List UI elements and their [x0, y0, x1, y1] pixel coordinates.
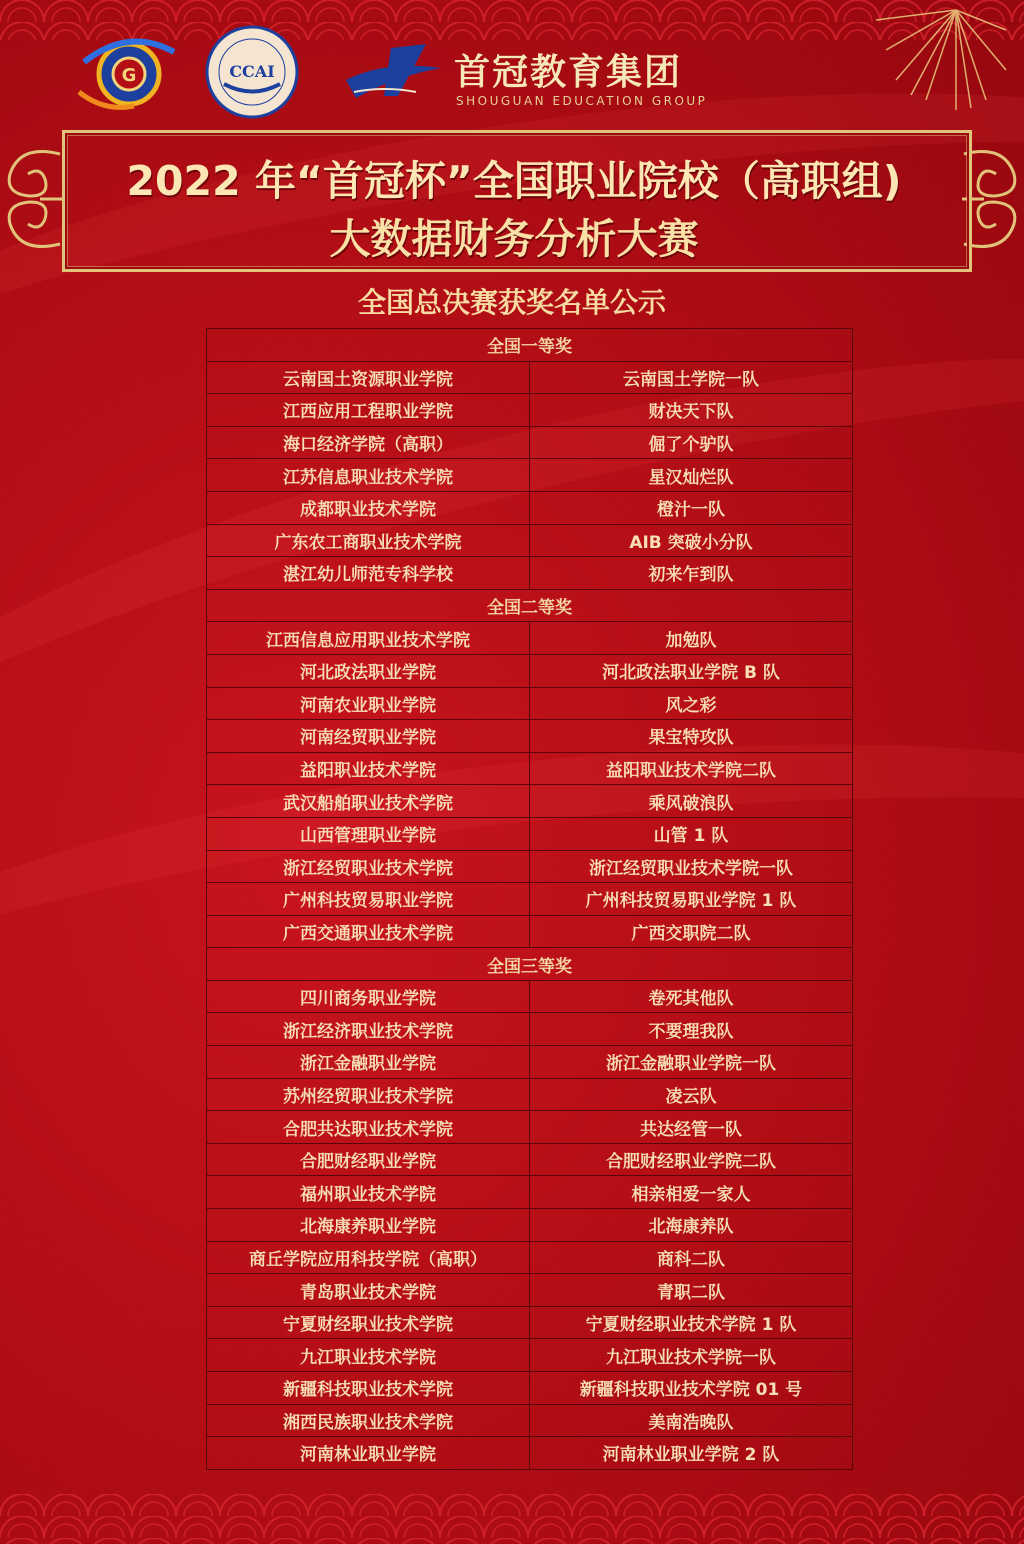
team-cell: 广州科技贸易职业学院 1 队 — [530, 883, 853, 916]
table-row — [207, 1111, 853, 1144]
team-cell: 河南林业职业学院 2 队 — [530, 1437, 853, 1470]
school-cell: 益阳职业技术学院 — [207, 752, 530, 785]
section-label: 全国三等奖 — [207, 948, 853, 981]
school-cell: 商丘学院应用科技学院（高职） — [207, 1241, 530, 1274]
team-cell: 初来乍到队 — [530, 557, 853, 590]
team-cell: 浙江经贸职业技术学院一队 — [530, 850, 853, 883]
school-cell: 湛江幼儿师范专科学校 — [207, 557, 530, 590]
table-row — [207, 426, 853, 459]
table-row — [207, 850, 853, 883]
team-cell: 浙江金融职业学院一队 — [530, 1046, 853, 1079]
table-row — [207, 1176, 853, 1209]
team-cell: 合肥财经职业学院二队 — [530, 1143, 853, 1176]
school-cell: 山西管理职业学院 — [207, 817, 530, 850]
table-row — [207, 524, 853, 557]
table-row — [207, 687, 853, 720]
ccai-logo-icon — [204, 24, 300, 120]
logo-bar — [74, 24, 724, 120]
school-cell: 河北政法职业学院 — [207, 654, 530, 687]
team-cell: 财决天下队 — [530, 394, 853, 427]
team-cell: 不要理我队 — [530, 1013, 853, 1046]
table-row — [207, 720, 853, 753]
school-cell: 成都职业技术学院 — [207, 491, 530, 524]
svg-text:CCAI: CCAI — [229, 62, 275, 81]
school-cell: 九江职业技术学院 — [207, 1339, 530, 1372]
school-cell: 苏州经贸职业技术学院 — [207, 1078, 530, 1111]
table-row — [207, 394, 853, 427]
page-title-line2: 大数据财务分析大赛 — [329, 215, 699, 263]
awards-table — [206, 328, 853, 1470]
table-row — [207, 817, 853, 850]
team-cell: 云南国土学院一队 — [530, 361, 853, 394]
section-header-row — [207, 948, 853, 981]
team-cell: 河北政法职业学院 B 队 — [530, 654, 853, 687]
school-cell: 合肥财经职业学院 — [207, 1143, 530, 1176]
school-cell: 浙江金融职业学院 — [207, 1046, 530, 1079]
school-cell: 湘西民族职业技术学院 — [207, 1404, 530, 1437]
team-cell: 美南浩晚队 — [530, 1404, 853, 1437]
table-row — [207, 1339, 853, 1372]
school-cell: 河南经贸职业学院 — [207, 720, 530, 753]
team-cell: 卷死其他队 — [530, 980, 853, 1013]
school-cell: 宁夏财经职业技术学院 — [207, 1306, 530, 1339]
table-row — [207, 622, 853, 655]
team-cell: 新疆科技职业技术学院 01 号 — [530, 1372, 853, 1405]
table-row — [207, 1437, 853, 1470]
team-cell: 凌云队 — [530, 1078, 853, 1111]
section-header-row — [207, 589, 853, 622]
section-label: 全国二等奖 — [207, 589, 853, 622]
school-cell: 广西交通职业技术学院 — [207, 915, 530, 948]
table-row — [207, 1209, 853, 1242]
team-cell: 青职二队 — [530, 1274, 853, 1307]
school-cell: 北海康养职业学院 — [207, 1209, 530, 1242]
table-row — [207, 361, 853, 394]
table-row — [207, 654, 853, 687]
team-cell: 山管 1 队 — [530, 817, 853, 850]
school-cell: 江西应用工程职业学院 — [207, 394, 530, 427]
table-row — [207, 752, 853, 785]
team-cell: 宁夏财经职业技术学院 1 队 — [530, 1306, 853, 1339]
table-row — [207, 1372, 853, 1405]
table-row — [207, 1143, 853, 1176]
table-row — [207, 1078, 853, 1111]
team-cell: AIB 突破小分队 — [530, 524, 853, 557]
team-cell: 果宝特攻队 — [530, 720, 853, 753]
table-row — [207, 557, 853, 590]
shouguan-logo-icon — [336, 40, 446, 106]
school-cell: 福州职业技术学院 — [207, 1176, 530, 1209]
school-cell: 浙江经济职业技术学院 — [207, 1013, 530, 1046]
school-cell: 海口经济学院（高职） — [207, 426, 530, 459]
school-cell: 江苏信息职业技术学院 — [207, 459, 530, 492]
team-cell: 九江职业技术学院一队 — [530, 1339, 853, 1372]
table-row — [207, 459, 853, 492]
page-subtitle: 全国总决赛获奖名单公示 — [357, 286, 666, 319]
table-row — [207, 1013, 853, 1046]
team-cell: 北海康养队 — [530, 1209, 853, 1242]
section-label: 全国一等奖 — [207, 329, 853, 362]
table-row — [207, 491, 853, 524]
brand-name-cn: 首冠教育集团 — [454, 51, 683, 93]
team-cell: 倔了个驴队 — [530, 426, 853, 459]
school-cell: 河南农业职业学院 — [207, 687, 530, 720]
team-cell: 广西交职院二队 — [530, 915, 853, 948]
gear-logo-icon — [74, 32, 184, 112]
team-cell: 共达经管一队 — [530, 1111, 853, 1144]
school-cell: 河南林业职业学院 — [207, 1437, 530, 1470]
table-row — [207, 1046, 853, 1079]
section-header-row — [207, 329, 853, 362]
school-cell: 广东农工商职业技术学院 — [207, 524, 530, 557]
team-cell: 橙汁一队 — [530, 491, 853, 524]
table-row — [207, 1306, 853, 1339]
team-cell: 商科二队 — [530, 1241, 853, 1274]
table-row — [207, 883, 853, 916]
table-row — [207, 915, 853, 948]
school-cell: 江西信息应用职业技术学院 — [207, 622, 530, 655]
school-cell: 浙江经贸职业技术学院 — [207, 850, 530, 883]
svg-text:G: G — [121, 65, 137, 86]
table-row — [207, 980, 853, 1013]
table-row — [207, 1274, 853, 1307]
firework-decoration — [856, 0, 1016, 124]
table-row — [207, 1241, 853, 1274]
brand-name-en: SHOUGUAN EDUCATION GROUP — [456, 94, 708, 108]
team-cell: 相亲相爱一家人 — [530, 1176, 853, 1209]
table-row — [207, 1404, 853, 1437]
school-cell: 合肥共达职业技术学院 — [207, 1111, 530, 1144]
school-cell: 新疆科技职业技术学院 — [207, 1372, 530, 1405]
school-cell: 青岛职业技术学院 — [207, 1274, 530, 1307]
team-cell: 星汉灿烂队 — [530, 459, 853, 492]
school-cell: 云南国土资源职业学院 — [207, 361, 530, 394]
school-cell: 武汉船舶职业技术学院 — [207, 785, 530, 818]
school-cell: 四川商务职业学院 — [207, 980, 530, 1013]
bottom-scale-pattern — [0, 1494, 1024, 1544]
school-cell: 广州科技贸易职业学院 — [207, 883, 530, 916]
table-row — [207, 785, 853, 818]
page-title-line1: 2022 年“首冠杯”全国职业院校（高职组) — [126, 157, 902, 205]
team-cell: 加勉队 — [530, 622, 853, 655]
team-cell: 风之彩 — [530, 687, 853, 720]
team-cell: 益阳职业技术学院二队 — [530, 752, 853, 785]
cloud-ornament-icon — [0, 134, 64, 264]
team-cell: 乘风破浪队 — [530, 785, 853, 818]
